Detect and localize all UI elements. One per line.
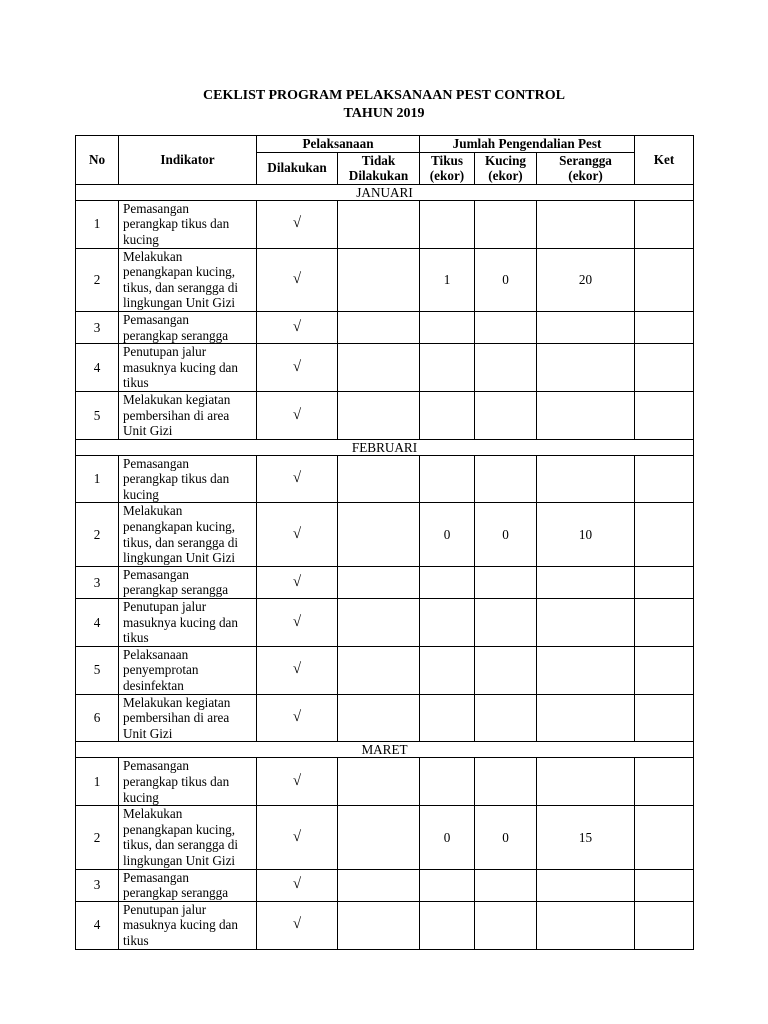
keterangan-cell — [635, 200, 694, 248]
check-mark-dilakukan: √ — [257, 901, 338, 949]
document-title: CEKLIST PROGRAM PELAKSANAAN PEST CONTROL — [203, 88, 565, 103]
row-number: 1 — [76, 455, 119, 503]
count-kucing — [475, 869, 537, 901]
count-serangga — [537, 646, 635, 694]
indikator-line: penangkapan kucing, — [123, 821, 236, 837]
indikator-line: lingkungan Unit Gizi — [123, 295, 236, 311]
check-mark-tidak-dilakukan — [338, 311, 420, 343]
indikator-line: penangkapan kucing, — [123, 519, 236, 535]
header-tikus — [420, 152, 475, 184]
indikator-cell — [119, 248, 257, 311]
count-tikus — [420, 901, 475, 949]
keterangan-cell — [635, 599, 694, 647]
indikator-cell — [119, 344, 257, 392]
row-number: 5 — [76, 391, 119, 439]
indikator-line: Penutupan jalur — [123, 901, 207, 917]
indikator-line: perangkap serangga — [123, 885, 229, 901]
count-kucing — [475, 391, 537, 439]
indikator-line: Melakukan — [123, 248, 183, 264]
keterangan-cell — [635, 503, 694, 566]
indikator-line: tikus, dan serangga di — [123, 837, 238, 853]
check-mark-tidak-dilakukan — [338, 344, 420, 392]
header-dilakukan: Dilakukan — [257, 152, 338, 184]
keterangan-cell — [635, 694, 694, 742]
indikator-cell — [119, 455, 257, 503]
month-row — [76, 184, 694, 200]
indikator-cell — [119, 599, 257, 647]
header-serangga-line1: Serangga — [559, 152, 612, 168]
indikator-line: tikus, dan serangga di — [123, 534, 238, 550]
count-kucing — [475, 200, 537, 248]
row-number: 3 — [76, 566, 119, 598]
count-serangga — [537, 455, 635, 503]
document-subtitle: TAHUN 2019 — [343, 106, 425, 121]
indikator-line: Melakukan — [123, 806, 183, 822]
count-tikus — [420, 869, 475, 901]
check-mark-dilakukan: √ — [257, 646, 338, 694]
row-number: 4 — [76, 901, 119, 949]
indikator-line: tikus — [123, 932, 149, 948]
count-tikus — [420, 694, 475, 742]
keterangan-cell — [635, 391, 694, 439]
indikator-cell — [119, 503, 257, 566]
row-number: 5 — [76, 646, 119, 694]
table-row — [76, 869, 694, 901]
indikator-line: pembersihan di area — [123, 710, 230, 726]
indikator-line: Penutupan jalur — [123, 599, 207, 615]
count-tikus — [420, 646, 475, 694]
header-no: No — [76, 136, 119, 185]
count-kucing: 0 — [475, 248, 537, 311]
table-row — [76, 901, 694, 949]
check-mark-dilakukan: √ — [257, 391, 338, 439]
row-number: 2 — [76, 248, 119, 311]
indikator-line: Pemasangan — [123, 311, 189, 327]
indikator-line: pembersihan di area — [123, 407, 230, 423]
indikator-cell — [119, 646, 257, 694]
count-kucing: 0 — [475, 503, 537, 566]
table-row — [76, 806, 694, 869]
indikator-line: perangkap tikus dan — [123, 471, 230, 487]
month-label: FEBRUARI — [76, 439, 694, 455]
table-row — [76, 694, 694, 742]
check-mark-dilakukan: √ — [257, 806, 338, 869]
indikator-line: tikus — [123, 630, 149, 646]
keterangan-cell — [635, 869, 694, 901]
check-mark-tidak-dilakukan — [338, 694, 420, 742]
table-row — [76, 311, 694, 343]
table-row — [76, 566, 694, 598]
table-body — [76, 184, 694, 949]
indikator-line: Melakukan — [123, 503, 183, 519]
check-mark-dilakukan: √ — [257, 566, 338, 598]
keterangan-cell — [635, 344, 694, 392]
check-mark-tidak-dilakukan — [338, 646, 420, 694]
indikator-line: masuknya kucing dan — [123, 917, 238, 933]
check-mark-tidak-dilakukan — [338, 391, 420, 439]
check-mark-dilakukan: √ — [257, 248, 338, 311]
indikator-cell — [119, 806, 257, 869]
header-tidak-line2: Dilakukan — [348, 168, 409, 184]
check-mark-tidak-dilakukan — [338, 806, 420, 869]
indikator-line: Pelaksanaan — [123, 646, 189, 662]
month-label: JANUARI — [76, 184, 694, 200]
indikator-line: Unit Gizi — [123, 725, 173, 741]
indikator-cell — [119, 566, 257, 598]
header-tikus-line2: (ekor) — [429, 168, 465, 184]
keterangan-cell — [635, 566, 694, 598]
indikator-line: lingkungan Unit Gizi — [123, 852, 236, 868]
indikator-line: Pemasangan — [123, 869, 189, 885]
row-number: 3 — [76, 311, 119, 343]
indikator-line: tikus, dan serangga di — [123, 279, 238, 295]
indikator-cell — [119, 391, 257, 439]
count-tikus — [420, 200, 475, 248]
check-mark-dilakukan: √ — [257, 311, 338, 343]
table-row — [76, 344, 694, 392]
check-mark-dilakukan: √ — [257, 503, 338, 566]
count-tikus — [420, 566, 475, 598]
count-tikus — [420, 391, 475, 439]
table-row — [76, 646, 694, 694]
count-serangga — [537, 599, 635, 647]
count-serangga — [537, 869, 635, 901]
count-tikus — [420, 344, 475, 392]
count-kucing — [475, 566, 537, 598]
count-kucing — [475, 455, 537, 503]
indikator-cell — [119, 758, 257, 806]
check-mark-tidak-dilakukan — [338, 200, 420, 248]
count-serangga — [537, 566, 635, 598]
indikator-line: Pemasangan — [123, 566, 189, 582]
check-mark-tidak-dilakukan — [338, 455, 420, 503]
keterangan-cell — [635, 806, 694, 869]
indikator-line: desinfektan — [123, 678, 184, 693]
keterangan-cell — [635, 758, 694, 806]
count-serangga — [537, 758, 635, 806]
check-mark-dilakukan: √ — [257, 200, 338, 248]
row-number: 1 — [76, 758, 119, 806]
count-serangga — [537, 391, 635, 439]
indikator-line: perangkap tikus dan — [123, 216, 230, 232]
count-serangga — [537, 344, 635, 392]
table-row — [76, 248, 694, 311]
indikator-line: Melakukan kegiatan — [123, 391, 231, 407]
indikator-line: kucing — [123, 486, 159, 502]
count-serangga — [537, 694, 635, 742]
count-serangga: 15 — [537, 806, 635, 869]
count-tikus: 0 — [420, 503, 475, 566]
count-tikus — [420, 599, 475, 647]
header-tidak-dilakukan — [338, 152, 420, 184]
check-mark-tidak-dilakukan — [338, 869, 420, 901]
count-tikus — [420, 758, 475, 806]
header-pelaksanaan: Pelaksanaan — [257, 136, 420, 153]
count-kucing — [475, 646, 537, 694]
count-kucing — [475, 311, 537, 343]
header-kucing-line2: (ekor) — [488, 168, 523, 184]
check-mark-dilakukan: √ — [257, 869, 338, 901]
keterangan-cell — [635, 646, 694, 694]
header-ket: Ket — [635, 136, 694, 185]
check-mark-dilakukan: √ — [257, 694, 338, 742]
header-serangga-line2: (ekor) — [568, 168, 603, 184]
indikator-line: perangkap tikus dan — [123, 773, 230, 789]
row-number: 4 — [76, 599, 119, 647]
check-mark-tidak-dilakukan — [338, 503, 420, 566]
header-indikator: Indikator — [119, 136, 257, 185]
check-mark-dilakukan: √ — [257, 455, 338, 503]
indikator-cell — [119, 200, 257, 248]
table-row — [76, 455, 694, 503]
row-number: 2 — [76, 503, 119, 566]
header-serangga — [537, 152, 635, 184]
keterangan-cell — [635, 311, 694, 343]
table-row — [76, 200, 694, 248]
keterangan-cell — [635, 248, 694, 311]
month-row — [76, 439, 694, 455]
count-serangga: 20 — [537, 248, 635, 311]
indikator-line: masuknya kucing dan — [123, 359, 238, 375]
indikator-line: penyemprotan — [123, 662, 199, 678]
month-label: MARET — [76, 742, 694, 758]
check-mark-tidak-dilakukan — [338, 248, 420, 311]
check-mark-tidak-dilakukan — [338, 566, 420, 598]
count-tikus — [420, 311, 475, 343]
check-mark-dilakukan: √ — [257, 599, 338, 647]
check-mark-dilakukan: √ — [257, 344, 338, 392]
table-row — [76, 758, 694, 806]
indikator-line: Pemasangan — [123, 758, 189, 774]
check-mark-tidak-dilakukan — [338, 901, 420, 949]
count-kucing — [475, 344, 537, 392]
indikator-line: Penutupan jalur — [123, 344, 207, 360]
row-number: 3 — [76, 869, 119, 901]
count-kucing — [475, 599, 537, 647]
header-kucing — [475, 152, 537, 184]
count-kucing: 0 — [475, 806, 537, 869]
check-mark-dilakukan: √ — [257, 758, 338, 806]
table-row — [76, 391, 694, 439]
indikator-line: masuknya kucing dan — [123, 614, 238, 630]
count-kucing — [475, 901, 537, 949]
indikator-cell — [119, 311, 257, 343]
row-number: 6 — [76, 694, 119, 742]
count-tikus: 0 — [420, 806, 475, 869]
count-tikus: 1 — [420, 248, 475, 311]
header-jumlah-pengendalian: Jumlah Pengendalian Pest — [420, 136, 635, 153]
indikator-line: kucing — [123, 789, 159, 805]
indikator-line: Pemasangan — [123, 455, 189, 471]
table-row — [76, 599, 694, 647]
indikator-line: Melakukan kegiatan — [123, 694, 231, 710]
check-mark-tidak-dilakukan — [338, 599, 420, 647]
indikator-line: penangkapan kucing, — [123, 264, 236, 280]
header-tidak-line1: Tidak — [361, 152, 396, 168]
check-mark-tidak-dilakukan — [338, 758, 420, 806]
keterangan-cell — [635, 901, 694, 949]
count-kucing — [475, 694, 537, 742]
count-serangga — [537, 200, 635, 248]
indikator-line: perangkap serangga — [123, 582, 229, 598]
indikator-cell — [119, 901, 257, 949]
header-row-1 — [76, 136, 694, 153]
table-row — [76, 503, 694, 566]
header-tikus-line1: Tikus — [430, 152, 464, 168]
count-tikus — [420, 455, 475, 503]
indikator-line: Pemasangan — [123, 200, 189, 216]
row-number: 4 — [76, 344, 119, 392]
count-serangga — [537, 311, 635, 343]
count-kucing — [475, 758, 537, 806]
row-number: 1 — [76, 200, 119, 248]
indikator-cell — [119, 694, 257, 742]
indikator-line: perangkap serangga — [123, 327, 229, 343]
checklist-table — [75, 135, 694, 950]
indikator-line: Unit Gizi — [123, 423, 173, 439]
count-serangga: 10 — [537, 503, 635, 566]
row-number: 2 — [76, 806, 119, 869]
indikator-line: lingkungan Unit Gizi — [123, 550, 236, 566]
keterangan-cell — [635, 455, 694, 503]
count-serangga — [537, 901, 635, 949]
header-kucing-line1: Kucing — [484, 152, 527, 168]
indikator-line: kucing — [123, 231, 159, 247]
indikator-line: tikus — [123, 375, 149, 391]
month-row — [76, 742, 694, 758]
indikator-cell — [119, 869, 257, 901]
